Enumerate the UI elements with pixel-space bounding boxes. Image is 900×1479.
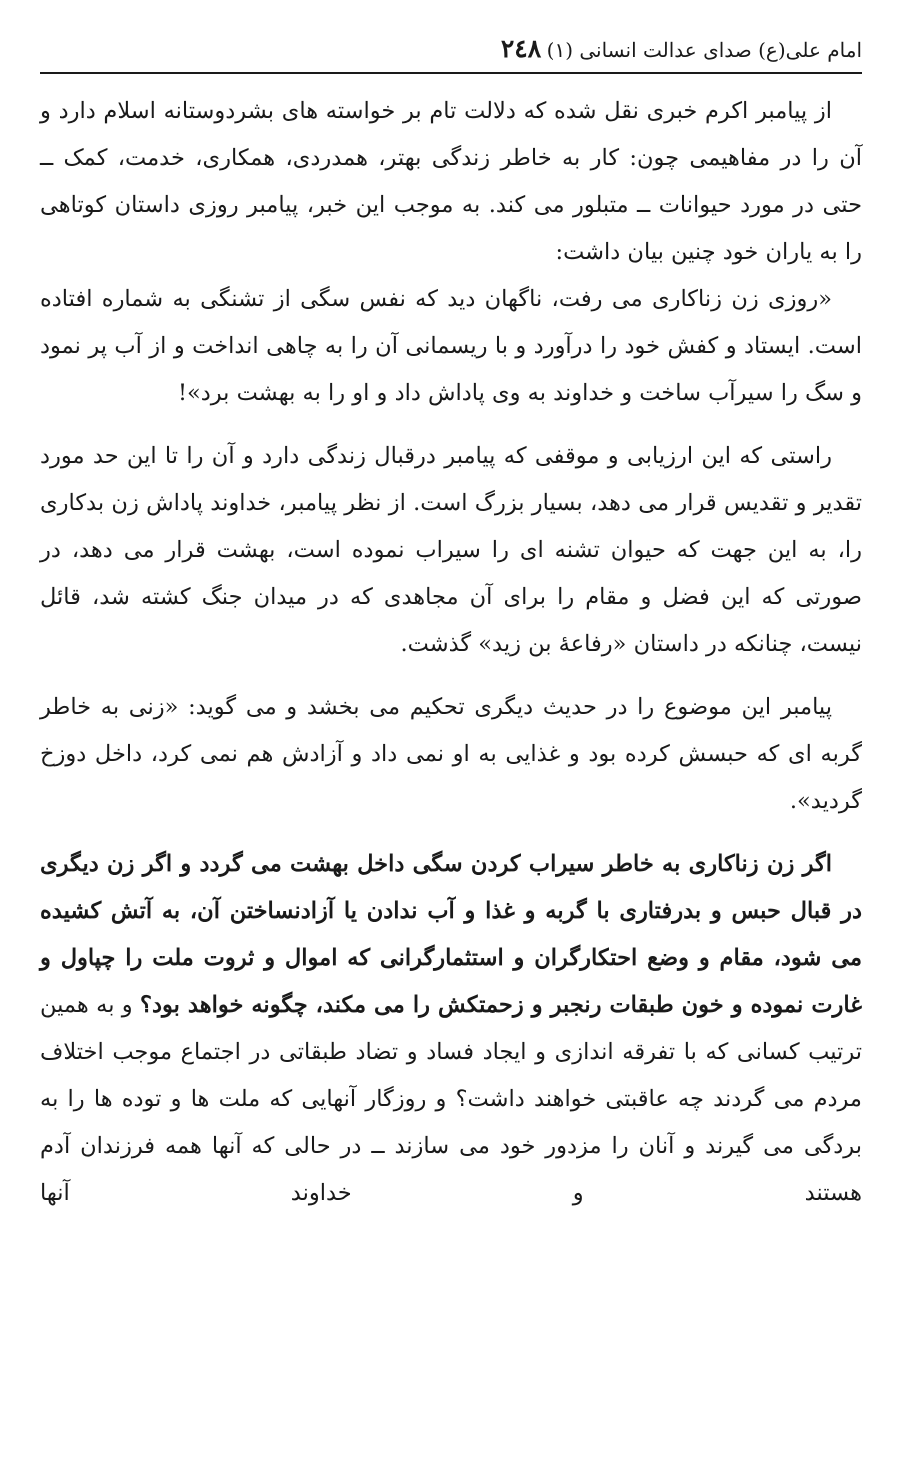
paragraph-dog-story: «روزی زن زناکاری می رفت، ناگهان دید که نفس سگی از تشنگی به شماره افتاده است. ایستاد و کفش خود را درآورد و با ریسمانی آن را به چاهی انداخت و از آب پر نمود و سگ را سیرآب ساخت و خداوند به وی پاداش داد و او را به بهشت برد»! (40, 286, 862, 406)
body-text (40, 88, 862, 1217)
paragraph-conclusion (40, 841, 862, 1217)
book-page (40, 0, 862, 1479)
paragraph-commentary: راستی که این ارزیابی و موقفی که پیامبر درقبال زندگی دارد و آن را تا این حد مورد تقدیر و تقدیس قرار می دهد، بسیار بزرگ است. از نظر پیامبر، خداوند پاداش زن بدکاری را، به این جهت که حیوان تشنه ای را سیراب نموده است، بهشت قرار می دهد، در صورتی که این فضل و مقام را برای آن مجاهدی که در میدان جنگ کشته شد، قائل نیست، چنانکه در داستان «رفاعۀ بن زید» گذشت. (40, 443, 862, 657)
paragraph-cat-hadith: پیامبر این موضوع را در حدیث دیگری تحکیم می بخشد و می گوید: «زنی به خاطر گربه ای که حبسش کرده بود و غذایی به او نمی داد و آزادش هم نمی کرد، داخل دوزخ گردید». (40, 694, 862, 814)
running-header (40, 30, 862, 70)
paragraph-hadith-intro: از پیامبر اکرم خبری نقل شده که دلالت تام بر خواسته های بشردوستانه اسلام دارد و آن را در مفاهیمی چون: کار به خاطر زندگی بهتر، همدردی، همکاری، خدمت، کمک ــ حتی در مورد حیوانات ــ متبلور می کند. به موجب این خبر، پیامبر روزی داستان کوتاهی را به یاران خود چنین بیان داشت: (40, 98, 862, 265)
page-number: ۲٤۸ (500, 34, 542, 63)
paragraph-conclusion-rest: و به همین ترتیب کسانی که با تفرقه اندازی و ایجاد فساد و تضاد طبقاتی در اجتماع موجب اختلاف مردم می گردند چه عاقبتی خواهند داشت؟ و روزگار آنهایی که ملت ها و توده ها را به بردگی می گیرند و آنان را مزدور خود می سازند ــ در حالی که آنها همه فرزندان آدم هستند و خداوند آنها (40, 992, 862, 1206)
header-divider (40, 72, 862, 74)
emphasized-text: اگر زن زناکاری به خاطر سیراب کردن سگی داخل بهشت می گردد و اگر زن دیگری در قبال حبس و بدرفتاری با گربه و غذا و آب ندادن یا آزادنساختن آن، به آتش کشیده می شود، مقام و وضع احتکارگران و استثمارگرانی که اموال و ثروت ملت را چپاول و غارت نموده و خون طبقات رنجبر و زحمتکش را می مکند، چگونه خواهد بود؟ (40, 851, 862, 1018)
book-title: امام علی(ع) صدای عدالت انسانی (۱) (546, 38, 862, 62)
